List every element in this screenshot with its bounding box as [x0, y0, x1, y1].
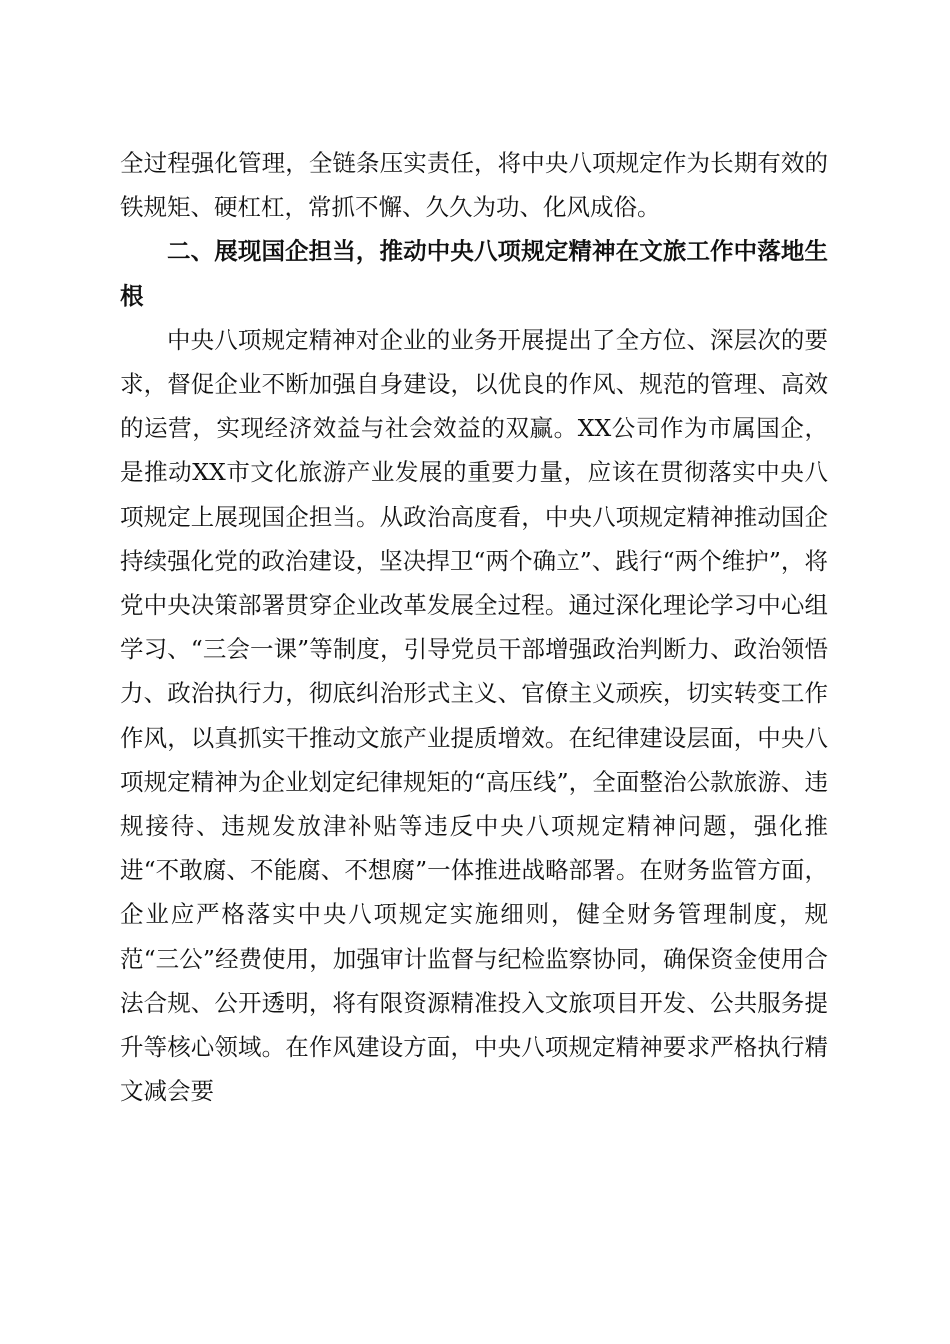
paragraph-main: 中央八项规定精神对企业的业务开展提出了全方位、深层次的要求，督促企业不断加强自身建设，以优良的作风、规范的管理、高效的运营，实现经济效益与社会效益的双赢。XX公司作为市属国企，是推动XX市文化旅游产业发展的重要力量，应该在贯彻落实中央八项规定上展现国企担当。从政治高度看，中央八项规定精神推动国企持续强化党的政治建设，坚决捍卫“两个确立”、践行“两个维护”，将党中央决策部署贯穿企业改革发展全过程。通过深化理论学习中心组学习、“三会一课”等制度，引导党员干部增强政治判断力、政治领悟力、政治执行力，彻底纠治形式主义、官僚主义顽疾，切实转变工作作风，以真抓实干推动文旅产业提质增效。在纪律建设层面，中央八项规定精神为企业划定纪律规矩的“高压线”，全面整治公款旅游、违规接待、违规发放津补贴等违反中央八项规定精神问题，强化推进“不敢腐、不能腐、不想腐”一体推进战略部署。在财务监管方面，企业应严格落实中央八项规定实施细则，健全财务管理制度，规范“三公”经费使用，加强审计监督与纪检监察协同，确保资金使用合法合规、公开透明，将有限资源精准投入文旅项目开发、公共服务提升等核心领域。在作风建设方面，中央八项规定精神要求严格执行精文减会要	[120, 325, 828, 1106]
paragraph-continued: 全过程强化管理，全链条压实责任，将中央八项规定作为长期有效的铁规矩、硬杠杠，常抓不懈、久久为功、化风成俗。	[120, 149, 828, 222]
document-page	[120, 141, 828, 1113]
section-heading: 二、展现国企担当，推动中央八项规定精神在文旅工作中落地生根	[120, 237, 828, 310]
